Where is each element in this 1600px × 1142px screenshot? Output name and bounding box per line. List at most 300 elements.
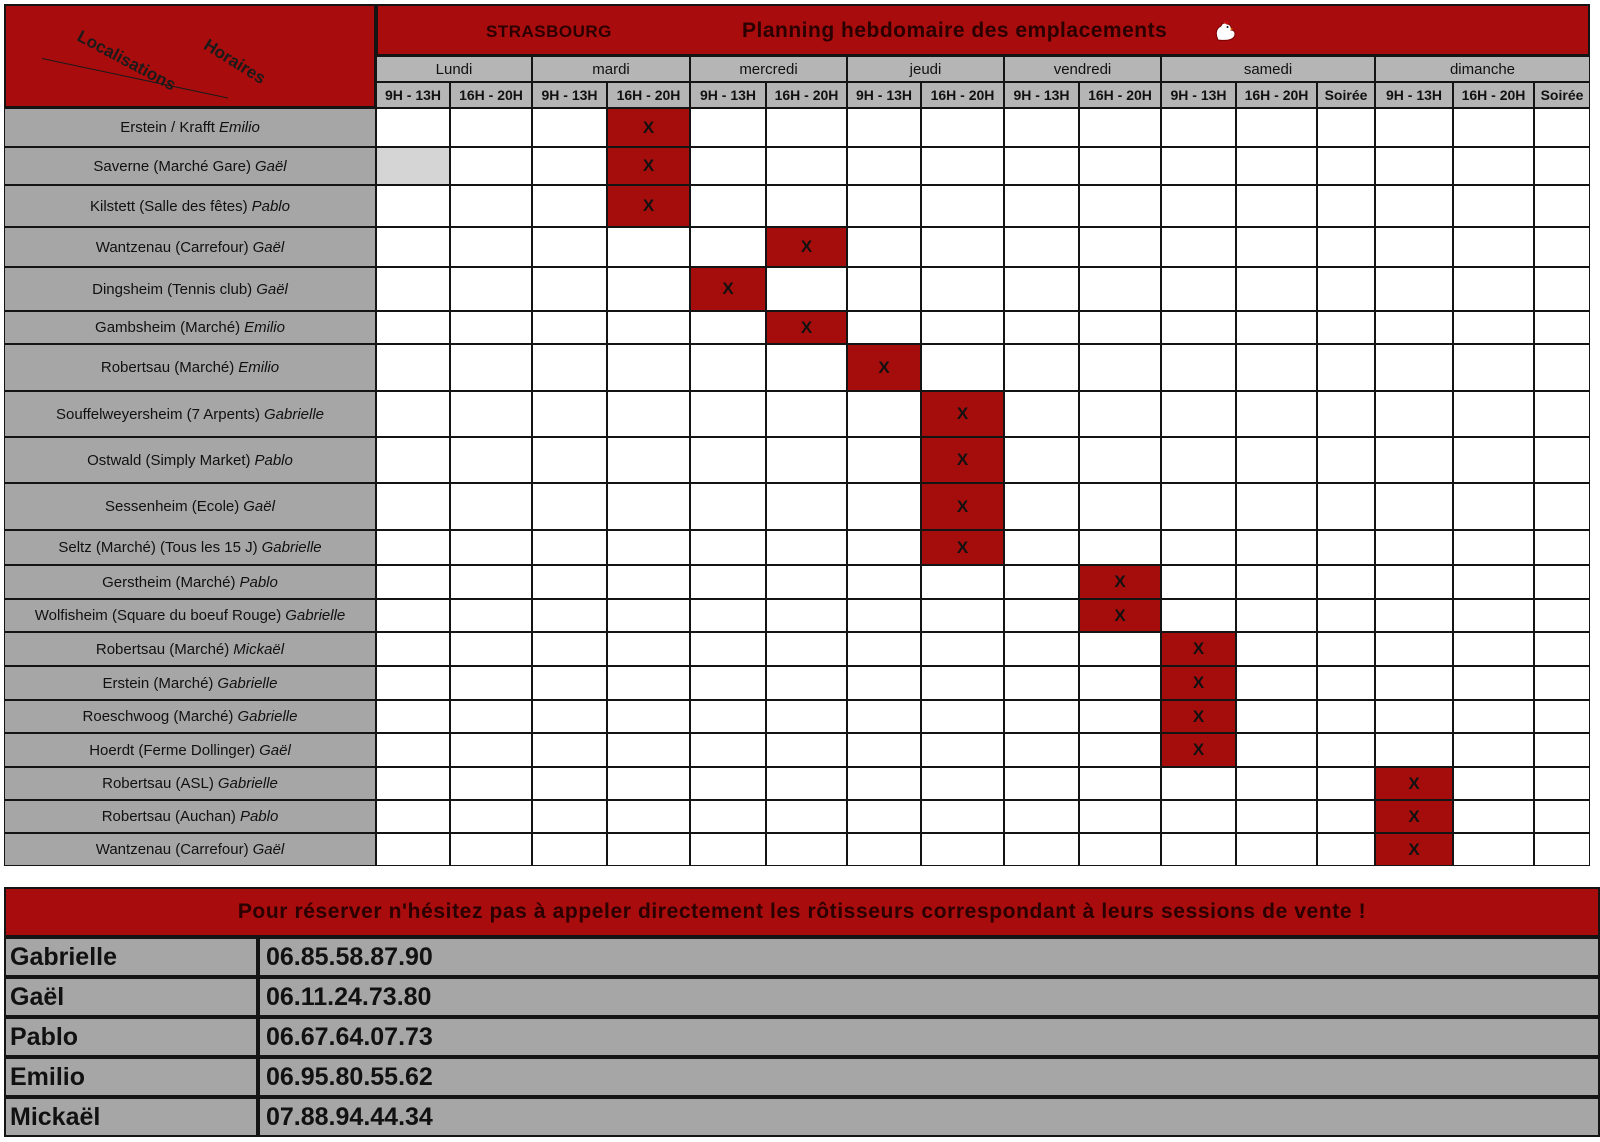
slot-cell[interactable] — [1079, 833, 1161, 866]
slot-cell[interactable] — [1317, 437, 1375, 483]
slot-cell[interactable] — [1161, 530, 1236, 565]
scheduled-slot-cell[interactable]: X — [1375, 767, 1453, 800]
slot-cell[interactable] — [1375, 565, 1453, 599]
slot-cell[interactable] — [847, 391, 921, 437]
slot-cell[interactable] — [1317, 344, 1375, 391]
slot-cell[interactable] — [1453, 666, 1534, 700]
slot-cell[interactable] — [1453, 767, 1534, 800]
slot-cell[interactable] — [921, 227, 1004, 267]
slot-cell[interactable] — [1453, 599, 1534, 632]
slot-cell[interactable] — [1375, 733, 1453, 767]
slot-cell[interactable] — [766, 185, 847, 227]
slot-cell[interactable] — [1453, 185, 1534, 227]
slot-cell[interactable] — [376, 267, 450, 311]
slot-cell[interactable] — [690, 311, 766, 344]
slot-cell[interactable] — [847, 108, 921, 147]
slot-cell[interactable] — [532, 767, 607, 800]
slot-cell[interactable] — [1079, 632, 1161, 666]
slot-cell[interactable] — [607, 565, 690, 599]
slot-cell[interactable] — [607, 666, 690, 700]
slot-cell[interactable] — [1004, 599, 1079, 632]
slot-cell[interactable] — [1236, 700, 1317, 733]
slot-cell[interactable] — [1004, 311, 1079, 344]
slot-cell[interactable] — [1004, 227, 1079, 267]
slot-cell[interactable] — [376, 344, 450, 391]
slot-cell[interactable] — [1317, 147, 1375, 185]
slot-cell[interactable] — [921, 632, 1004, 666]
slot-cell[interactable] — [1453, 437, 1534, 483]
slot-cell[interactable] — [607, 437, 690, 483]
slot-cell[interactable] — [766, 344, 847, 391]
scheduled-slot-cell[interactable]: X — [607, 185, 690, 227]
slot-cell[interactable] — [532, 530, 607, 565]
slot-cell[interactable] — [847, 666, 921, 700]
slot-cell[interactable] — [1317, 666, 1375, 700]
slot-cell[interactable] — [532, 344, 607, 391]
slot-cell[interactable] — [1236, 437, 1317, 483]
slot-cell[interactable] — [1161, 185, 1236, 227]
slot-cell[interactable] — [450, 185, 532, 227]
slot-cell[interactable] — [1317, 700, 1375, 733]
scheduled-slot-cell[interactable]: X — [847, 344, 921, 391]
slot-cell[interactable] — [376, 833, 450, 866]
slot-cell[interactable] — [690, 599, 766, 632]
slot-cell[interactable] — [1079, 344, 1161, 391]
slot-cell[interactable] — [376, 800, 450, 833]
slot-cell[interactable] — [1004, 632, 1079, 666]
slot-cell[interactable] — [1375, 391, 1453, 437]
slot-cell[interactable] — [450, 108, 532, 147]
slot-cell[interactable] — [376, 530, 450, 565]
slot-cell[interactable] — [532, 483, 607, 530]
slot-cell[interactable] — [1079, 530, 1161, 565]
slot-cell[interactable] — [1161, 227, 1236, 267]
slot-cell[interactable] — [766, 733, 847, 767]
slot-cell[interactable] — [1453, 267, 1534, 311]
slot-cell[interactable] — [847, 733, 921, 767]
slot-cell[interactable] — [1375, 700, 1453, 733]
slot-cell[interactable] — [1236, 311, 1317, 344]
slot-cell[interactable] — [607, 800, 690, 833]
slot-cell[interactable] — [847, 767, 921, 800]
slot-cell[interactable] — [847, 311, 921, 344]
slot-cell[interactable] — [766, 437, 847, 483]
slot-cell[interactable] — [607, 700, 690, 733]
slot-cell[interactable] — [847, 599, 921, 632]
slot-cell[interactable] — [1317, 311, 1375, 344]
slot-cell[interactable] — [607, 733, 690, 767]
slot-cell[interactable] — [766, 530, 847, 565]
slot-cell[interactable] — [450, 666, 532, 700]
slot-cell[interactable] — [1079, 666, 1161, 700]
slot-cell[interactable] — [1236, 800, 1317, 833]
slot-cell[interactable] — [1375, 632, 1453, 666]
slot-cell[interactable] — [1161, 108, 1236, 147]
scheduled-slot-cell[interactable]: X — [1161, 700, 1236, 733]
slot-cell[interactable] — [450, 391, 532, 437]
slot-cell[interactable] — [1236, 833, 1317, 866]
slot-cell[interactable] — [690, 833, 766, 866]
contact-phone[interactable]: 07.88.94.44.34 — [258, 1097, 1600, 1137]
slot-cell[interactable] — [766, 800, 847, 833]
slot-cell[interactable] — [921, 800, 1004, 833]
contact-phone[interactable]: 06.95.80.55.62 — [258, 1057, 1600, 1097]
slot-cell[interactable] — [532, 311, 607, 344]
slot-cell[interactable] — [1317, 391, 1375, 437]
slot-cell[interactable] — [532, 437, 607, 483]
scheduled-slot-cell[interactable]: X — [1375, 833, 1453, 866]
slot-cell[interactable] — [921, 108, 1004, 147]
slot-cell[interactable] — [1236, 565, 1317, 599]
slot-cell[interactable] — [1534, 599, 1590, 632]
slot-cell[interactable] — [1004, 483, 1079, 530]
slot-cell[interactable] — [847, 800, 921, 833]
slot-cell[interactable] — [1453, 344, 1534, 391]
slot-cell[interactable] — [1236, 599, 1317, 632]
slot-cell[interactable] — [1161, 437, 1236, 483]
slot-cell[interactable] — [376, 108, 450, 147]
scheduled-slot-cell[interactable]: X — [1161, 733, 1236, 767]
slot-cell[interactable] — [1079, 700, 1161, 733]
slot-cell[interactable] — [921, 767, 1004, 800]
scheduled-slot-cell[interactable]: X — [921, 483, 1004, 530]
slot-cell[interactable] — [690, 437, 766, 483]
slot-cell[interactable] — [921, 565, 1004, 599]
slot-cell[interactable] — [532, 227, 607, 267]
slot-cell[interactable] — [450, 632, 532, 666]
slot-cell[interactable] — [1534, 344, 1590, 391]
slot-cell[interactable] — [376, 147, 450, 185]
slot-cell[interactable] — [847, 483, 921, 530]
slot-cell[interactable] — [1534, 530, 1590, 565]
slot-cell[interactable] — [376, 311, 450, 344]
slot-cell[interactable] — [450, 833, 532, 866]
contact-phone[interactable]: 06.85.58.87.90 — [258, 937, 1600, 977]
slot-cell[interactable] — [1453, 227, 1534, 267]
slot-cell[interactable] — [1375, 483, 1453, 530]
slot-cell[interactable] — [1534, 733, 1590, 767]
slot-cell[interactable] — [1236, 267, 1317, 311]
slot-cell[interactable] — [921, 599, 1004, 632]
slot-cell[interactable] — [607, 833, 690, 866]
slot-cell[interactable] — [921, 666, 1004, 700]
slot-cell[interactable] — [1079, 437, 1161, 483]
slot-cell[interactable] — [1004, 391, 1079, 437]
slot-cell[interactable] — [1375, 227, 1453, 267]
slot-cell[interactable] — [1534, 666, 1590, 700]
slot-cell[interactable] — [1236, 733, 1317, 767]
slot-cell[interactable] — [921, 311, 1004, 344]
slot-cell[interactable] — [1453, 147, 1534, 185]
slot-cell[interactable] — [450, 483, 532, 530]
slot-cell[interactable] — [847, 147, 921, 185]
slot-cell[interactable] — [1161, 391, 1236, 437]
slot-cell[interactable] — [766, 632, 847, 666]
slot-cell[interactable] — [450, 267, 532, 311]
scheduled-slot-cell[interactable]: X — [690, 267, 766, 311]
slot-cell[interactable] — [847, 632, 921, 666]
slot-cell[interactable] — [1079, 108, 1161, 147]
slot-cell[interactable] — [450, 700, 532, 733]
slot-cell[interactable] — [1375, 108, 1453, 147]
slot-cell[interactable] — [607, 767, 690, 800]
slot-cell[interactable] — [1236, 632, 1317, 666]
slot-cell[interactable] — [1004, 800, 1079, 833]
slot-cell[interactable] — [690, 147, 766, 185]
slot-cell[interactable] — [532, 800, 607, 833]
slot-cell[interactable] — [1375, 599, 1453, 632]
slot-cell[interactable] — [1453, 632, 1534, 666]
slot-cell[interactable] — [1534, 632, 1590, 666]
slot-cell[interactable] — [607, 483, 690, 530]
slot-cell[interactable] — [847, 185, 921, 227]
slot-cell[interactable] — [1317, 833, 1375, 866]
scheduled-slot-cell[interactable]: X — [921, 391, 1004, 437]
scheduled-slot-cell[interactable]: X — [1079, 599, 1161, 632]
slot-cell[interactable] — [766, 108, 847, 147]
slot-cell[interactable] — [1317, 227, 1375, 267]
slot-cell[interactable] — [376, 767, 450, 800]
slot-cell[interactable] — [690, 483, 766, 530]
slot-cell[interactable] — [376, 599, 450, 632]
slot-cell[interactable] — [1534, 800, 1590, 833]
slot-cell[interactable] — [1534, 108, 1590, 147]
slot-cell[interactable] — [1161, 267, 1236, 311]
slot-cell[interactable] — [766, 666, 847, 700]
slot-cell[interactable] — [532, 267, 607, 311]
slot-cell[interactable] — [450, 565, 532, 599]
slot-cell[interactable] — [766, 565, 847, 599]
slot-cell[interactable] — [766, 700, 847, 733]
scheduled-slot-cell[interactable]: X — [1161, 632, 1236, 666]
slot-cell[interactable] — [766, 483, 847, 530]
slot-cell[interactable] — [607, 311, 690, 344]
slot-cell[interactable] — [376, 733, 450, 767]
slot-cell[interactable] — [1004, 565, 1079, 599]
slot-cell[interactable] — [690, 391, 766, 437]
slot-cell[interactable] — [607, 530, 690, 565]
slot-cell[interactable] — [921, 833, 1004, 866]
scheduled-slot-cell[interactable]: X — [1375, 800, 1453, 833]
slot-cell[interactable] — [1375, 530, 1453, 565]
slot-cell[interactable] — [1453, 565, 1534, 599]
slot-cell[interactable] — [1317, 632, 1375, 666]
slot-cell[interactable] — [1453, 733, 1534, 767]
slot-cell[interactable] — [450, 227, 532, 267]
contact-phone[interactable]: 06.67.64.07.73 — [258, 1017, 1600, 1057]
slot-cell[interactable] — [1453, 483, 1534, 530]
slot-cell[interactable] — [847, 530, 921, 565]
slot-cell[interactable] — [766, 147, 847, 185]
slot-cell[interactable] — [1004, 147, 1079, 185]
slot-cell[interactable] — [1534, 311, 1590, 344]
slot-cell[interactable] — [1079, 147, 1161, 185]
slot-cell[interactable] — [921, 700, 1004, 733]
slot-cell[interactable] — [690, 185, 766, 227]
slot-cell[interactable] — [1236, 767, 1317, 800]
slot-cell[interactable] — [1453, 700, 1534, 733]
slot-cell[interactable] — [607, 391, 690, 437]
scheduled-slot-cell[interactable]: X — [607, 147, 690, 185]
slot-cell[interactable] — [607, 599, 690, 632]
slot-cell[interactable] — [766, 599, 847, 632]
slot-cell[interactable] — [376, 700, 450, 733]
slot-cell[interactable] — [1079, 185, 1161, 227]
slot-cell[interactable] — [1079, 311, 1161, 344]
slot-cell[interactable] — [1079, 267, 1161, 311]
slot-cell[interactable] — [1236, 344, 1317, 391]
slot-cell[interactable] — [766, 267, 847, 311]
slot-cell[interactable] — [1079, 800, 1161, 833]
slot-cell[interactable] — [921, 733, 1004, 767]
slot-cell[interactable] — [1317, 800, 1375, 833]
slot-cell[interactable] — [1004, 344, 1079, 391]
slot-cell[interactable] — [1161, 344, 1236, 391]
slot-cell[interactable] — [1375, 437, 1453, 483]
slot-cell[interactable] — [1004, 833, 1079, 866]
scheduled-slot-cell[interactable]: X — [1079, 565, 1161, 599]
slot-cell[interactable] — [847, 227, 921, 267]
slot-cell[interactable] — [921, 344, 1004, 391]
slot-cell[interactable] — [690, 767, 766, 800]
slot-cell[interactable] — [1375, 185, 1453, 227]
slot-cell[interactable] — [1161, 483, 1236, 530]
slot-cell[interactable] — [450, 767, 532, 800]
slot-cell[interactable] — [1236, 483, 1317, 530]
slot-cell[interactable] — [1236, 147, 1317, 185]
slot-cell[interactable] — [532, 108, 607, 147]
slot-cell[interactable] — [1079, 733, 1161, 767]
slot-cell[interactable] — [1004, 733, 1079, 767]
slot-cell[interactable] — [1534, 767, 1590, 800]
slot-cell[interactable] — [450, 530, 532, 565]
slot-cell[interactable] — [450, 437, 532, 483]
slot-cell[interactable] — [1375, 666, 1453, 700]
slot-cell[interactable] — [690, 632, 766, 666]
slot-cell[interactable] — [1317, 530, 1375, 565]
slot-cell[interactable] — [1004, 666, 1079, 700]
slot-cell[interactable] — [1453, 311, 1534, 344]
scheduled-slot-cell[interactable]: X — [1161, 666, 1236, 700]
slot-cell[interactable] — [1534, 565, 1590, 599]
slot-cell[interactable] — [847, 565, 921, 599]
slot-cell[interactable] — [1004, 767, 1079, 800]
slot-cell[interactable] — [1534, 833, 1590, 866]
slot-cell[interactable] — [1161, 833, 1236, 866]
slot-cell[interactable] — [847, 833, 921, 866]
slot-cell[interactable] — [690, 227, 766, 267]
slot-cell[interactable] — [1161, 565, 1236, 599]
slot-cell[interactable] — [1161, 147, 1236, 185]
slot-cell[interactable] — [921, 185, 1004, 227]
slot-cell[interactable] — [1004, 185, 1079, 227]
slot-cell[interactable] — [376, 483, 450, 530]
slot-cell[interactable] — [1236, 530, 1317, 565]
slot-cell[interactable] — [532, 391, 607, 437]
slot-cell[interactable] — [1534, 227, 1590, 267]
slot-cell[interactable] — [1236, 391, 1317, 437]
slot-cell[interactable] — [1317, 483, 1375, 530]
slot-cell[interactable] — [1534, 700, 1590, 733]
slot-cell[interactable] — [921, 147, 1004, 185]
slot-cell[interactable] — [1453, 800, 1534, 833]
slot-cell[interactable] — [1453, 108, 1534, 147]
slot-cell[interactable] — [1079, 483, 1161, 530]
slot-cell[interactable] — [1236, 227, 1317, 267]
slot-cell[interactable] — [450, 344, 532, 391]
slot-cell[interactable] — [1534, 147, 1590, 185]
slot-cell[interactable] — [1453, 833, 1534, 866]
slot-cell[interactable] — [1317, 185, 1375, 227]
slot-cell[interactable] — [1236, 185, 1317, 227]
slot-cell[interactable] — [532, 632, 607, 666]
slot-cell[interactable] — [1079, 227, 1161, 267]
slot-cell[interactable] — [532, 185, 607, 227]
slot-cell[interactable] — [1375, 311, 1453, 344]
slot-cell[interactable] — [1161, 767, 1236, 800]
slot-cell[interactable] — [690, 108, 766, 147]
slot-cell[interactable] — [690, 344, 766, 391]
slot-cell[interactable] — [1534, 437, 1590, 483]
slot-cell[interactable] — [607, 227, 690, 267]
slot-cell[interactable] — [532, 147, 607, 185]
slot-cell[interactable] — [1453, 391, 1534, 437]
slot-cell[interactable] — [766, 767, 847, 800]
slot-cell[interactable] — [1317, 108, 1375, 147]
slot-cell[interactable] — [1236, 666, 1317, 700]
slot-cell[interactable] — [1317, 767, 1375, 800]
slot-cell[interactable] — [1453, 530, 1534, 565]
slot-cell[interactable] — [376, 437, 450, 483]
scheduled-slot-cell[interactable]: X — [607, 108, 690, 147]
slot-cell[interactable] — [607, 344, 690, 391]
slot-cell[interactable] — [450, 311, 532, 344]
slot-cell[interactable] — [1079, 767, 1161, 800]
slot-cell[interactable] — [1534, 267, 1590, 311]
scheduled-slot-cell[interactable]: X — [766, 227, 847, 267]
slot-cell[interactable] — [1161, 800, 1236, 833]
slot-cell[interactable] — [1534, 483, 1590, 530]
scheduled-slot-cell[interactable]: X — [921, 530, 1004, 565]
slot-cell[interactable] — [376, 666, 450, 700]
slot-cell[interactable] — [376, 185, 450, 227]
slot-cell[interactable] — [1317, 599, 1375, 632]
slot-cell[interactable] — [921, 267, 1004, 311]
contact-phone[interactable]: 06.11.24.73.80 — [258, 977, 1600, 1017]
slot-cell[interactable] — [847, 267, 921, 311]
slot-cell[interactable] — [1236, 108, 1317, 147]
slot-cell[interactable] — [1317, 565, 1375, 599]
slot-cell[interactable] — [450, 800, 532, 833]
slot-cell[interactable] — [376, 632, 450, 666]
slot-cell[interactable] — [532, 733, 607, 767]
slot-cell[interactable] — [1375, 267, 1453, 311]
slot-cell[interactable] — [690, 700, 766, 733]
slot-cell[interactable] — [376, 391, 450, 437]
slot-cell[interactable] — [1004, 108, 1079, 147]
slot-cell[interactable] — [1375, 344, 1453, 391]
slot-cell[interactable] — [1375, 147, 1453, 185]
slot-cell[interactable] — [1161, 599, 1236, 632]
slot-cell[interactable] — [532, 700, 607, 733]
slot-cell[interactable] — [690, 565, 766, 599]
slot-cell[interactable] — [847, 700, 921, 733]
slot-cell[interactable] — [450, 147, 532, 185]
slot-cell[interactable] — [847, 437, 921, 483]
slot-cell[interactable] — [532, 833, 607, 866]
slot-cell[interactable] — [532, 565, 607, 599]
slot-cell[interactable] — [1161, 311, 1236, 344]
